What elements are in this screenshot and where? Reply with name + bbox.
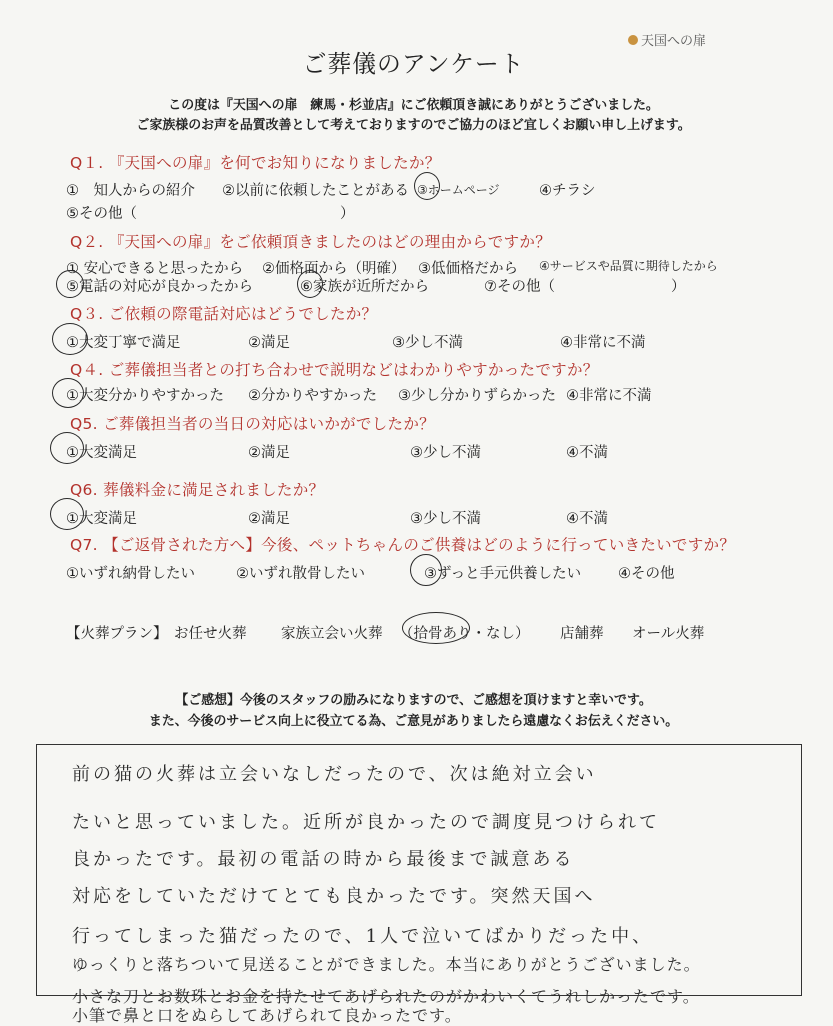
plan-option-3: （拾骨あり・なし） xyxy=(399,626,530,642)
q2-option-4: ④サービスや品質に期待したから xyxy=(539,259,718,273)
q4-option-4: ④非常に不満 xyxy=(566,388,652,404)
q6-question: Q6. 葬儀料金に満足されましたか？ xyxy=(70,481,325,499)
q4-option-2: ②分かりやすかった xyxy=(248,388,377,404)
selection-circle xyxy=(52,323,88,355)
logo-text: 天国への扉 xyxy=(641,34,707,49)
comment-line-6: ゆっくりと落ちついて見送ることができました。本当にありがとうございました。 xyxy=(72,955,701,974)
q7-option-2: ②いずれ散骨したい xyxy=(236,566,365,582)
q6-option-3: ③少し不満 xyxy=(410,511,481,527)
q3-option-3: ③少し不満 xyxy=(392,335,463,351)
plan-option-5: オール火葬 xyxy=(632,626,705,642)
selection-circle xyxy=(50,432,84,464)
q1-question: Q１. 『天国への扉』を何でお知りになりましたか？ xyxy=(70,154,441,172)
q2-option-1: ① 安心できると思ったから xyxy=(66,261,244,277)
q5-option-1: ①大変満足 xyxy=(66,445,137,461)
q5-question: Q5. ご葬儀担当者の当日の対応はいかがでしたか？ xyxy=(70,415,435,433)
q4-option-3: ③少し分かりずらかった xyxy=(398,388,556,404)
comment-line-1: 前の猫の火葬は立会いなしだったので、次は絶対立会い xyxy=(72,764,597,785)
q1-option-4: ④チラシ xyxy=(539,183,596,199)
q5-option-3: ③少し不満 xyxy=(410,445,481,461)
comments-header-1: 【ご感想】今後のスタッフの励みになりますので、ご感想を頂けますと幸いです。 xyxy=(175,693,652,708)
q1-option-3: ③ホームページ xyxy=(417,183,500,197)
selection-circle xyxy=(402,612,470,644)
q3-option-4: ④非常に不満 xyxy=(560,335,646,351)
q2-option-6: ⑥家族が近所だから xyxy=(300,279,429,295)
q7-question: Q7. 【ご返骨された方へ】今後、ペットちゃんのご供養はどのように行っていきたいですか？ xyxy=(70,536,736,554)
intro-line-1: この度は『天国への扉 練馬・杉並店』にご依頼頂き誠にありがとうございました。 xyxy=(168,98,659,113)
q7-option-4: ④その他 xyxy=(618,566,675,582)
selection-circle xyxy=(56,270,84,298)
plan-option-2: 家族立会い火葬 xyxy=(281,626,383,642)
q6-option-2: ②満足 xyxy=(248,511,290,527)
q3-option-2: ②満足 xyxy=(248,335,290,351)
comment-line-2: たいと思っていました。近所が良かったので調度見つけられて xyxy=(72,812,660,833)
selection-circle xyxy=(410,554,442,586)
logo-icon xyxy=(628,35,638,45)
selection-circle xyxy=(414,172,440,200)
intro-line-2: ご家族様のお声を品質改善として考えておりますのでご協力のほど宜しくお願い申し上げます。 xyxy=(136,118,691,133)
q7-option-3: ③ずっと手元供養したい xyxy=(424,566,582,582)
q1-option-5: ⑤その他（ ） xyxy=(66,206,355,222)
q2-option-3: ③低価格だから xyxy=(418,261,518,277)
q6-option-1: ①大変満足 xyxy=(66,511,137,527)
page-title: ご葬儀のアンケート xyxy=(302,50,525,78)
comments-header-2: また、今後のサービス向上に役立てる為、ご意見がありましたら遠慮なくお伝えください。 xyxy=(148,714,679,729)
comment-line-7: 小さな刀とお数珠とお金を持たせてあげられたのがかわいくてうれしかったです。 xyxy=(72,987,700,1006)
q5-option-2: ②満足 xyxy=(248,445,290,461)
q3-option-1: ①大変丁寧で満足 xyxy=(66,335,181,351)
plan-option-1: お任せ火葬 xyxy=(174,626,247,642)
selection-circle xyxy=(52,378,84,408)
selection-circle xyxy=(297,270,323,298)
q2-question: Q２. 『天国への扉』をご依頼頂きましたのはどの理由からですか？ xyxy=(70,233,552,251)
comment-line-5: 行ってしまった猫だったので、1人で泣いてばかりだった中、 xyxy=(72,926,654,947)
plan-option-4: 店舗葬 xyxy=(560,626,604,642)
q5-option-4: ④不満 xyxy=(566,445,608,461)
q1-option-2: ②以前に依頼したことがある xyxy=(222,183,409,199)
selection-circle xyxy=(50,498,84,530)
q4-option-1: ①大変分かりやすかった xyxy=(66,388,224,404)
q7-option-1: ①いずれ納骨したい xyxy=(66,566,195,582)
q2-option-7: ⑦その他（ ） xyxy=(484,279,686,295)
q1-option-1: ① 知人からの紹介 xyxy=(66,183,195,199)
plan-label: 【火葬プラン】 xyxy=(66,626,168,642)
q2-option-5: ⑤電話の対応が良かったから xyxy=(66,279,253,295)
comment-line-8: 小筆で鼻と口をぬらしてあげられて良かったです。 xyxy=(72,1006,462,1025)
q2-option-2: ②価格面から（明確） xyxy=(262,261,406,277)
q4-question: Q４. ご葬儀担当者との打ち合わせで説明などはわかりやすかったですか？ xyxy=(70,361,599,379)
comment-line-4: 対応をしていただけてとても良かったです。突然天国へ xyxy=(72,886,596,907)
q6-option-4: ④不満 xyxy=(566,511,608,527)
q3-question: Q３. ご依頼の際電話対応はどうでしたか？ xyxy=(70,305,378,323)
comment-line-3: 良かったです。最初の電話の時から最後まで誠意ある xyxy=(72,849,575,870)
